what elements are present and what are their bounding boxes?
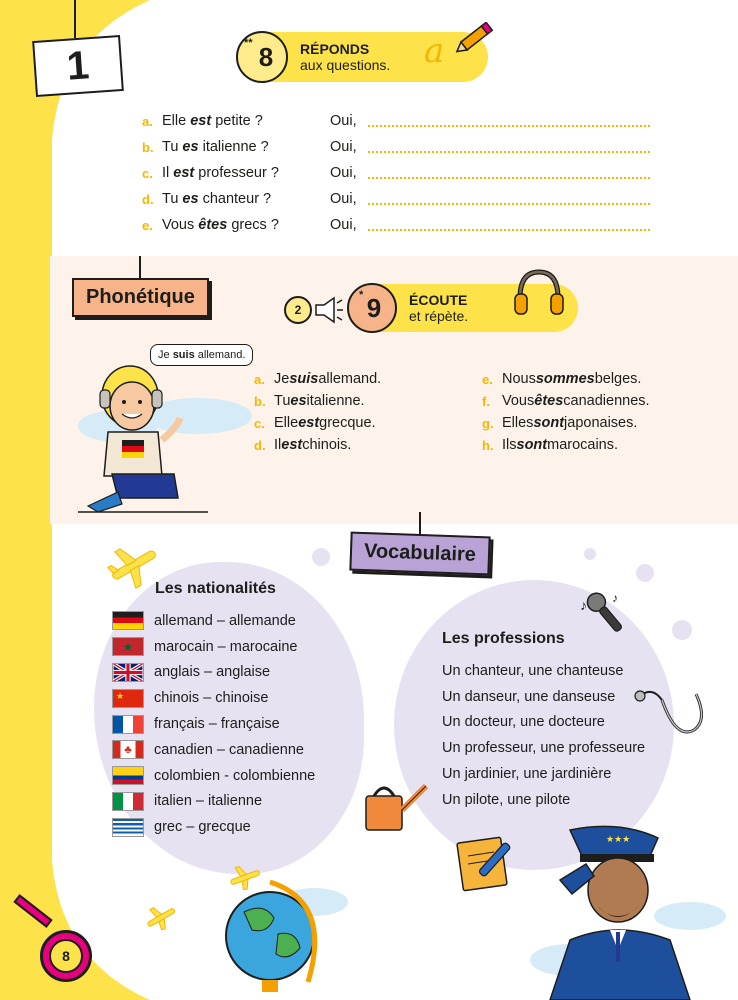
decor-dot (312, 548, 330, 566)
phrase-verb: suis (289, 371, 319, 387)
profession-item: Un docteur, une docteure (442, 714, 605, 731)
question-post: italienne ? (198, 139, 269, 155)
watering-can-icon (360, 776, 432, 838)
question-pre: Vous (162, 217, 199, 233)
exercise-9-header (348, 284, 578, 332)
phrase-post: italienne. (306, 393, 365, 409)
phrase-verb: sont (533, 415, 565, 431)
question-row (142, 186, 650, 212)
microphone-icon (578, 580, 638, 640)
headphones-icon (512, 266, 566, 318)
phrase-pre: Vous (502, 393, 535, 409)
speech-bubble (150, 344, 253, 366)
phrase-row (254, 412, 381, 434)
question-letter: a. (142, 113, 153, 129)
track-number: 2 (294, 303, 302, 317)
question-pre: Elle (162, 113, 191, 129)
nationality-row (112, 711, 315, 737)
exercise-number-badge (236, 31, 288, 83)
answer-line[interactable] (368, 193, 650, 205)
nationality-text: colombien - colombienne (154, 767, 316, 784)
question-text (162, 165, 330, 181)
nationality-row (112, 814, 315, 840)
question-letter: c. (142, 165, 153, 181)
phrase-letter: c. (254, 415, 265, 431)
question-text (162, 217, 330, 233)
question-pre: Tu (162, 139, 183, 155)
phrase-post: belges. (594, 371, 642, 387)
nationality-text: canadien – canadienne (154, 741, 304, 758)
answer-prefix: Oui, (330, 191, 357, 207)
nationality-text: anglais – anglaise (154, 664, 271, 681)
question-verb: est (173, 165, 195, 181)
question-post: professeur ? (194, 165, 279, 181)
stethoscope-icon (632, 680, 712, 750)
difficulty-stars: ** (244, 37, 253, 49)
svg-text:a: a (424, 31, 445, 68)
exercise-subtitle: aux questions. (300, 57, 391, 73)
question-letter: b. (142, 139, 154, 155)
profession-item: Un danseur, une danseuse (442, 688, 616, 705)
answer-prefix: Oui, (330, 165, 357, 181)
exercise-number-badge (347, 283, 397, 333)
question-letter: d. (142, 191, 154, 207)
nationality-row (112, 608, 315, 634)
exercise-title: RÉPONDS (300, 41, 370, 57)
unit-number: 1 (65, 42, 91, 89)
flag-uk-icon (112, 663, 144, 682)
phrase-row (482, 434, 650, 456)
question-text (162, 139, 330, 155)
exercise-subtitle: et répète. (409, 308, 469, 324)
phrase-row (254, 368, 381, 390)
flag-italy-icon (112, 792, 144, 811)
decor-dot (584, 548, 596, 560)
phrase-letter: g. (482, 415, 494, 431)
airplane-icon (144, 904, 178, 930)
answer-prefix: Oui, (330, 113, 357, 129)
phrase-post: allemand. (318, 371, 382, 387)
phrase-post: marocains. (547, 437, 619, 453)
answer-prefix: Oui, (330, 139, 357, 155)
profession-item: Un pilote, une pilote (442, 791, 571, 808)
phrase-row (254, 434, 381, 456)
audio-track-badge[interactable] (284, 296, 312, 324)
question-letter: e. (142, 217, 153, 233)
profession-item: Un professeur, une professeure (442, 740, 646, 757)
pilot-illustration (530, 820, 730, 1000)
nationality-row (112, 634, 315, 660)
exercise-8-header (238, 32, 488, 82)
question-verb: es (182, 191, 199, 207)
notebook-pen-icon (456, 828, 526, 892)
phonetique-label: Phonétique (72, 278, 209, 317)
question-pre: Il (162, 165, 174, 181)
boy-with-headphones-illustration (78, 356, 258, 516)
question-row (142, 134, 650, 160)
question-pre: Tu (162, 191, 183, 207)
flag-china-icon: ★ (112, 689, 144, 708)
nationality-text: allemand – allemande (154, 612, 296, 629)
page-number-badge (40, 930, 92, 982)
flag-morocco-icon: ★ (112, 637, 144, 656)
pencil-icon (424, 22, 494, 68)
phrase-letter: e. (482, 371, 493, 387)
phrase-letter: d. (254, 437, 266, 453)
flag-greece-icon (112, 818, 144, 837)
phrase-verb: sont (516, 437, 548, 453)
tab-string (74, 0, 76, 42)
difficulty-stars: * (359, 289, 364, 301)
question-row (142, 212, 650, 238)
phrase-pre: Il (274, 437, 282, 453)
unit-tab (32, 35, 124, 97)
decor-dot (672, 620, 692, 640)
label-string (139, 256, 141, 278)
question-verb: est (190, 113, 212, 129)
phrase-letter: b. (254, 393, 266, 409)
nationality-text: chinois – chinoise (154, 690, 269, 707)
nationalities-title: Les nationalités (155, 580, 276, 597)
globe-illustration (204, 872, 354, 992)
phrase-verb: es (290, 393, 307, 409)
exercise-title: ÉCOUTE (409, 292, 468, 308)
flag-colombia-icon (112, 766, 144, 785)
bubble-verb: suis (172, 349, 195, 361)
phrase-post: chinois. (302, 437, 352, 453)
question-row (142, 108, 650, 134)
phrase-row (482, 390, 650, 412)
question-text (162, 113, 330, 129)
nationality-text: italien – italienne (154, 793, 263, 810)
phrase-verb: est (281, 437, 303, 453)
nationality-row (112, 763, 315, 789)
question-verb: êtes (198, 217, 228, 233)
svg-text:♪: ♪ (580, 597, 587, 613)
phrase-pre: Nous (502, 371, 536, 387)
phrase-verb: est (298, 415, 320, 431)
nationality-text: grec – grecque (154, 819, 251, 836)
exercise-8-questions (142, 108, 650, 238)
svg-text:♪: ♪ (612, 591, 618, 605)
svg-text:★★★: ★★★ (606, 834, 631, 844)
answer-line[interactable] (368, 167, 650, 179)
nationality-row (112, 685, 315, 711)
question-text (162, 191, 330, 207)
professions-list (442, 658, 645, 813)
professions-title: Les professions (442, 630, 565, 647)
airplane-icon (228, 864, 262, 890)
phrase-pre: Tu (274, 393, 291, 409)
phrase-row (482, 412, 650, 434)
phrase-post: grecque. (319, 415, 376, 431)
bubble-pre: Je (158, 349, 173, 361)
nationality-row (112, 789, 315, 815)
nationality-row (112, 660, 315, 686)
bubble-post: allemand. (194, 349, 246, 361)
question-row (142, 160, 650, 186)
decor-dot (636, 564, 654, 582)
nationality-text: français – française (154, 716, 280, 733)
speaker-icon (312, 295, 344, 325)
vocabulaire-label: Vocabulaire (349, 532, 490, 576)
phrase-letter: h. (482, 437, 494, 453)
answer-line[interactable] (368, 141, 650, 153)
question-verb: es (182, 139, 199, 155)
phrase-letter: f. (482, 393, 490, 409)
phrase-row (482, 368, 650, 390)
phrase-post: japonaises. (564, 415, 638, 431)
question-post: petite ? (211, 113, 263, 129)
profession-item: Un chanteur, une chanteuse (442, 662, 624, 679)
phrase-pre: Elle (274, 415, 299, 431)
phrase-post: canadiennes. (563, 393, 650, 409)
phrase-pre: Je (274, 371, 290, 387)
answer-line[interactable] (368, 219, 650, 231)
answer-prefix: Oui, (330, 217, 357, 233)
phrase-letter: a. (254, 371, 265, 387)
exercise-number: 8 (258, 41, 274, 72)
nationality-text: marocain – marocaine (154, 638, 298, 655)
nationalities-list (112, 608, 315, 840)
answer-line[interactable] (368, 115, 650, 127)
question-post: chanteur ? (198, 191, 272, 207)
phonetics-column-right (482, 368, 650, 456)
question-post: grecs ? (227, 217, 279, 233)
nationality-row (112, 737, 315, 763)
page-number: 8 (49, 939, 83, 973)
profession-item: Un jardinier, une jardinière (442, 766, 612, 783)
phonetics-column-left (254, 368, 381, 456)
phrase-verb: êtes (534, 393, 564, 409)
flag-france-icon (112, 715, 144, 734)
exercise-number: 9 (366, 292, 382, 323)
flag-germany-icon (112, 611, 144, 630)
phrase-row (254, 390, 381, 412)
phrase-verb: sommes (535, 371, 595, 387)
phrase-pre: Elles (502, 415, 534, 431)
phrase-pre: Ils (502, 437, 517, 453)
flag-canada-icon: ♣ (112, 740, 144, 759)
